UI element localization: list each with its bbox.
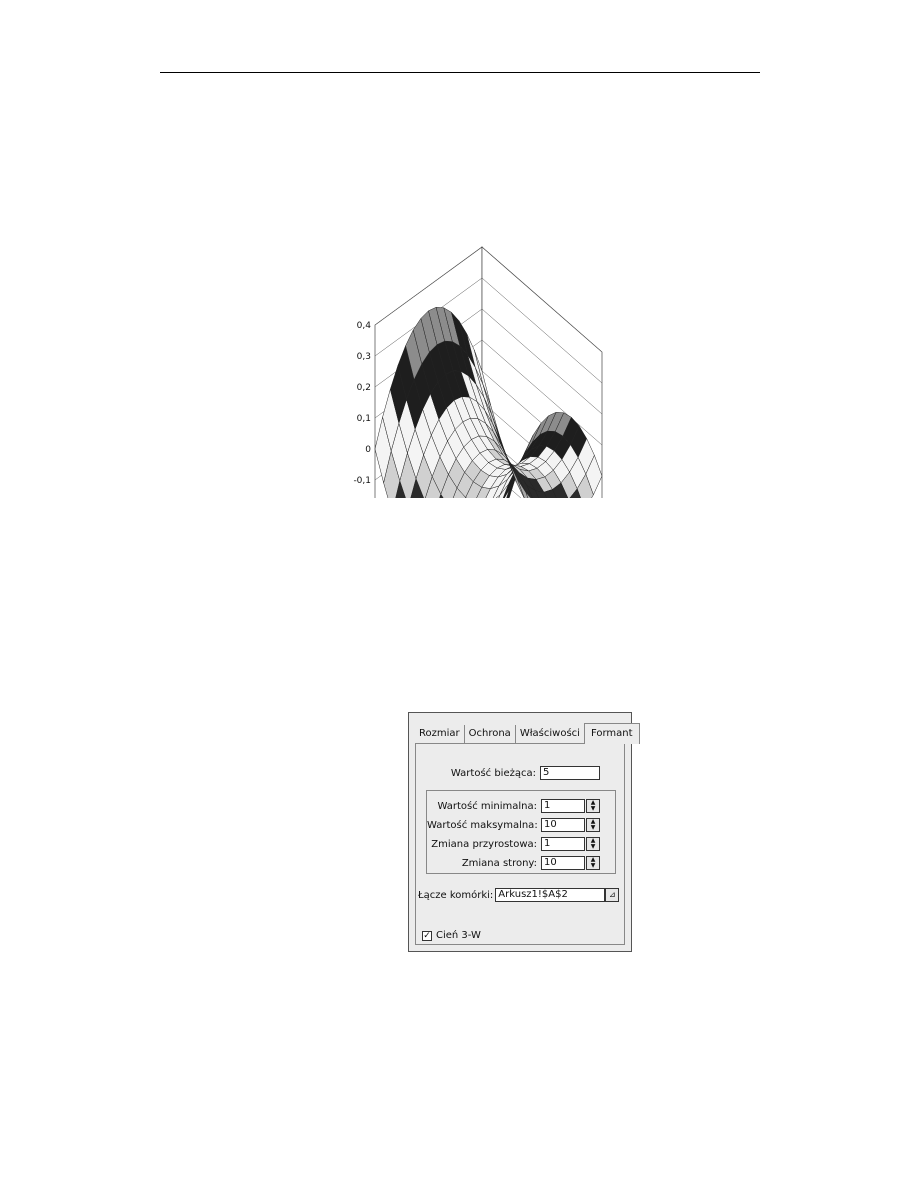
max-value-field[interactable]: 10 xyxy=(541,818,585,832)
spin-down-icon[interactable]: ▼ xyxy=(590,824,596,831)
tab-ochrona[interactable]: Ochrona xyxy=(465,725,516,743)
incremental-change-label: Zmiana przyrostowa: xyxy=(431,838,537,850)
tab-rozmiar[interactable]: Rozmiar xyxy=(415,725,465,743)
z-tick-label: -0,1 xyxy=(353,476,371,486)
format-control-dialog xyxy=(408,712,632,952)
min-value-spinner[interactable] xyxy=(586,799,600,813)
incremental-change-field[interactable]: 1 xyxy=(541,837,585,851)
cell-link-field[interactable]: Arkusz1!$A$2 xyxy=(495,888,605,902)
z-tick-label: 0 xyxy=(365,445,371,455)
shading-3d-label: Cień 3-W xyxy=(436,930,481,941)
tab-formant[interactable]: Formant xyxy=(584,723,640,744)
z-tick-label: 0,2 xyxy=(356,383,371,393)
z-tick-label: 0,1 xyxy=(356,414,371,424)
z-tick-label: 0,3 xyxy=(356,352,371,362)
collapse-dialog-icon[interactable]: ⊿ xyxy=(605,888,619,902)
min-value-field[interactable]: 1 xyxy=(541,799,585,813)
page-change-spinner[interactable] xyxy=(586,856,600,870)
page-change-label: Zmiana strony: xyxy=(461,857,537,869)
max-value-spinner[interactable] xyxy=(586,818,600,832)
surface-chart xyxy=(330,148,700,498)
spin-down-icon[interactable]: ▼ xyxy=(590,862,596,869)
formant-panel xyxy=(415,743,625,945)
page-change-field[interactable]: 10 xyxy=(541,856,585,870)
dialog-tabs xyxy=(415,723,640,743)
current-value-label: Wartość bieżąca: xyxy=(450,767,536,779)
min-value-label: Wartość minimalna: xyxy=(437,800,537,812)
spin-up-icon[interactable]: ▲ xyxy=(590,856,596,863)
spin-down-icon[interactable]: ▼ xyxy=(590,843,596,850)
range-group xyxy=(426,790,616,874)
current-value-field[interactable]: 5 xyxy=(540,766,600,780)
shading-3d-checkbox[interactable]: ✓ xyxy=(423,930,431,941)
incremental-change-spinner[interactable] xyxy=(586,837,600,851)
max-value-label: Wartość maksymalna: xyxy=(427,819,538,831)
spin-up-icon[interactable]: ▲ xyxy=(590,837,596,844)
z-tick-label: 0,4 xyxy=(356,321,371,331)
spin-up-icon[interactable]: ▲ xyxy=(590,818,596,825)
spin-up-icon[interactable]: ▲ xyxy=(590,799,596,806)
surface-chart-svg xyxy=(330,148,700,498)
page-header-rule xyxy=(160,72,760,73)
cell-link-label: Łącze komórki: xyxy=(418,889,494,901)
spin-down-icon[interactable]: ▼ xyxy=(590,805,596,812)
tab-wlasciwosci[interactable]: Właściwości xyxy=(519,728,580,739)
